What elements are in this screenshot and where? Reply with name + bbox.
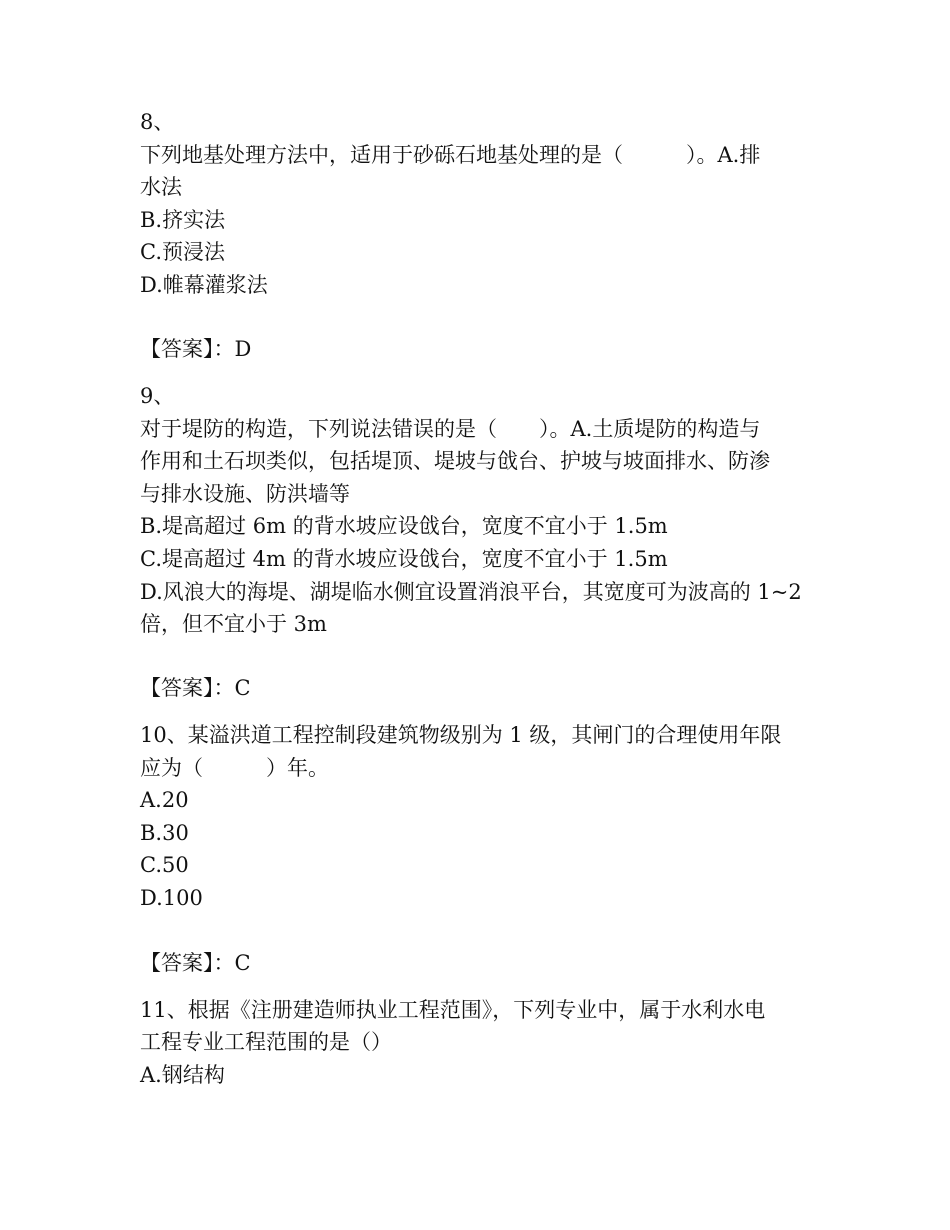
question-9-option-d: D.风浪大的海堤、湖堤临水侧宜设置消浪平台，其宽度可为波高的 1~2 xyxy=(140,580,802,604)
question-9-answer: 【答案】：C xyxy=(140,676,251,700)
question-10-option-c: C.50 xyxy=(140,853,189,877)
question-9-option-b: B.堤高超过 6m 的背水坡应设戗台，宽度不宜小于 1.5m xyxy=(140,514,668,538)
question-10-stem-line-1: 10、某溢洪道工程控制段建筑物级别为 1 级，其闸门的合理使用年限 xyxy=(140,723,782,747)
question-11-option-a: A.钢结构 xyxy=(140,1063,225,1087)
question-10-stem-line-2: 应为（ ）年。 xyxy=(140,756,329,780)
question-8-number: 8、 xyxy=(140,110,175,134)
question-10-option-a: A.20 xyxy=(140,788,189,812)
question-9-stem-line-3: 与排水设施、防洪墙等 xyxy=(140,482,350,506)
question-8-stem-line-2: 水法 xyxy=(140,175,182,199)
question-9-option-c: C.堤高超过 4m 的背水坡应设戗台，宽度不宜小于 1.5m xyxy=(140,547,668,571)
question-10-option-d: D.100 xyxy=(140,886,203,910)
question-8-option-b: B.挤实法 xyxy=(140,208,226,232)
question-11-stem-line-2: 工程专业工程范围的是（） xyxy=(140,1030,392,1054)
question-11-stem-line-1: 11、根据《注册建造师执业工程范围》，下列专业中，属于水利水电 xyxy=(140,998,766,1022)
question-9-option-d-cont: 倍，但不宜小于 3m xyxy=(140,612,327,636)
question-9-stem-line-1: 对于堤防的构造，下列说法错误的是（ ）。A.土质堤防的构造与 xyxy=(140,417,761,441)
question-9-stem-line-2: 作用和土石坝类似，包括堤顶、堤坡与戗台、护坡与坡面排水、防渗 xyxy=(140,449,770,473)
question-10-option-b: B.30 xyxy=(140,821,189,845)
question-8-option-c: C.预浸法 xyxy=(140,240,225,264)
question-10-answer: 【答案】：C xyxy=(140,951,251,975)
question-9-number: 9、 xyxy=(140,384,175,408)
question-8-stem-line-1: 下列地基处理方法中，适用于砂砾石地基处理的是（ ）。A.排 xyxy=(140,143,761,167)
question-8-answer: 【答案】：D xyxy=(140,337,252,361)
question-8-option-d: D.帷幕灌浆法 xyxy=(140,273,268,297)
